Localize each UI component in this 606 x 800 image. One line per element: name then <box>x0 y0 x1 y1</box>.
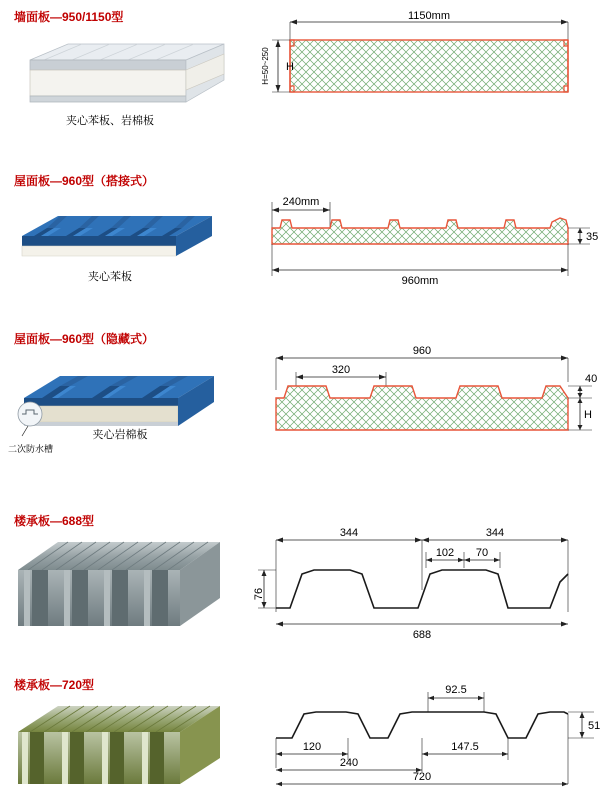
product-4-title: 楼承板—688型 <box>14 514 95 528</box>
product-1-image <box>24 30 234 115</box>
deck-720-3d <box>14 698 229 798</box>
dim-720: 720 <box>412 771 432 783</box>
wall-panel-3d <box>24 30 234 115</box>
dim-320: 320 <box>331 364 351 376</box>
product-2-caption: 夹心苯板 <box>88 271 132 283</box>
dim-102: 102 <box>435 547 455 559</box>
dim-960mm: 960mm <box>401 275 439 287</box>
product-2-title: 屋面板—960型（搭接式） <box>14 174 155 188</box>
roof-lap-panel-3d <box>14 194 224 264</box>
dim-76: 76 <box>253 587 265 601</box>
product-1-title: 墙面板—950/1150型 <box>14 10 124 24</box>
dim-688: 688 <box>412 629 432 641</box>
product-1-right <box>250 8 606 128</box>
product-3-title: 屋面板—960型（隐藏式） <box>14 332 155 346</box>
product-row-5 <box>0 676 606 800</box>
dim-70: 70 <box>475 547 489 559</box>
dim-960: 960 <box>412 345 432 357</box>
product-5-title: 楼承板—720型 <box>14 678 95 692</box>
dim-35: 35 <box>586 231 599 243</box>
product-row-4 <box>0 512 606 662</box>
product-5-image <box>14 698 229 798</box>
dim-120: 120 <box>302 741 322 753</box>
product-row-2 <box>0 172 606 302</box>
dim-240: 240mm <box>282 196 320 208</box>
roof-hidden-panel-3d <box>14 352 229 432</box>
dim-40: 40 <box>585 373 598 385</box>
product-3-caption: 夹心岩棉板 <box>92 429 148 441</box>
dim-240-lower: 240 <box>339 757 359 769</box>
roof-lap-section-drawing <box>250 172 606 292</box>
product-3-right <box>250 330 606 460</box>
dim-92-5: 92.5 <box>445 684 467 696</box>
deck-688-3d <box>14 534 229 644</box>
product-3-image <box>14 352 229 432</box>
wall-panel-section-drawing <box>250 8 606 128</box>
product-1-caption: 夹心苯板、岩棉板 <box>66 115 154 127</box>
product-4-image <box>14 534 229 644</box>
dim-H-label: H <box>286 61 294 73</box>
deck-720-section-drawing <box>250 676 606 796</box>
product-2-image <box>14 194 224 264</box>
deck-688-section-drawing <box>250 512 606 642</box>
dim-H: H <box>584 409 592 421</box>
product-4-right <box>250 512 606 642</box>
product-row-3 <box>0 330 606 480</box>
roof-hidden-section-drawing <box>250 330 606 460</box>
product-3-subcaption: 二次防水槽 <box>8 444 54 454</box>
product-row-1 <box>0 8 606 148</box>
product-5-right <box>250 676 606 796</box>
dim-1150: 1150mm <box>408 10 450 22</box>
dim-147-5: 147.5 <box>451 741 479 753</box>
dim-H-range: H=50~250 <box>261 47 270 85</box>
dim-344-right: 344 <box>485 527 505 539</box>
dim-344-left: 344 <box>339 527 359 539</box>
product-2-right <box>250 172 606 292</box>
dim-51: 51 <box>588 720 601 732</box>
